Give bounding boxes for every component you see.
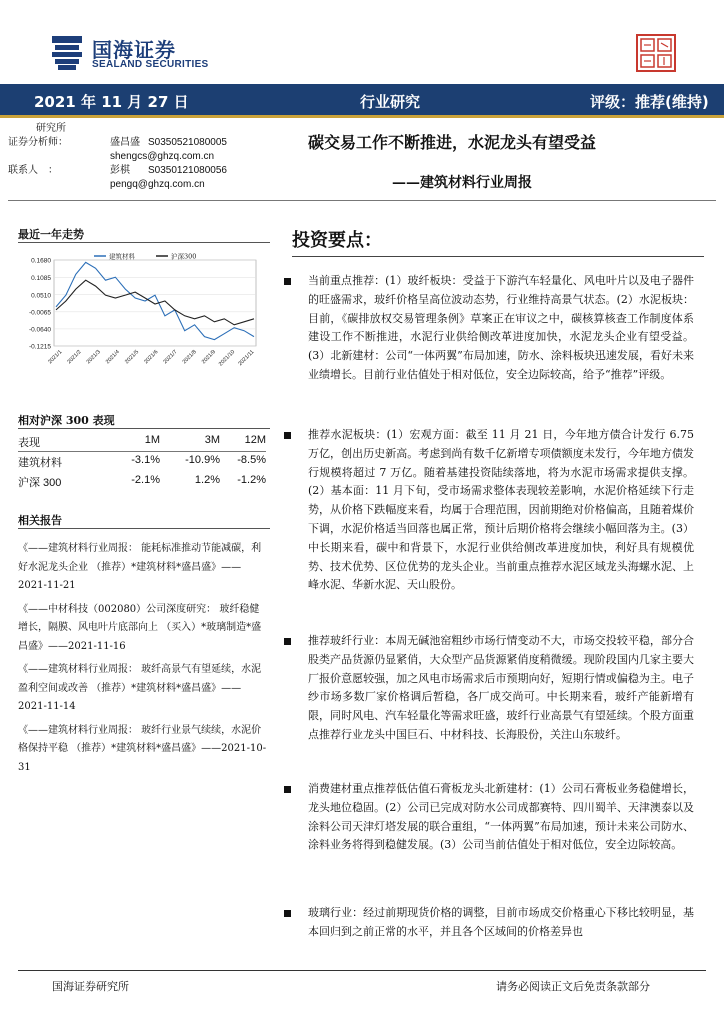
report-type: 行业研究	[360, 93, 421, 111]
table-cell: -2.1%	[131, 474, 160, 486]
chart-x-tick-label: 2021/6	[143, 349, 160, 366]
table-header-cell: 1M	[144, 434, 160, 446]
key-point-text: 推荐玻纤行业：本周无碱池窑粗纱市场行情变动不大，市场交投较平稳，部分合股类产品货源仍显紧俏，大众型产品货源紧俏度稍微缓。现阶段国内几家主要大厂报价意愿较强，加之风电市场需求后市预期向好，短期行情或偏稳为主。电子纱市场多数厂家价格调后暂稳，各厂成交尚可。中长期来看，玻纤产能新增有限，同时风电、汽车轻量化等需求旺盛，玻纤行业高景气有望延续。个股方面重点推荐行业龙头中国巨石、中材科技、长海股份，关注山东玻纤。	[308, 634, 694, 741]
chart-x-tick-label: 2021/10	[217, 349, 237, 368]
chart-x-tick-label: 2021/3	[85, 349, 102, 366]
chart-x-tick-label: 2021/11	[237, 349, 256, 368]
analyst-id: S0350521080005	[148, 137, 227, 148]
chart-x-tick-label: 2021/2	[66, 349, 83, 366]
footer-divider	[18, 970, 706, 971]
report-subtitle: ——建筑材料行业周报	[392, 175, 532, 191]
logo-english-name: SEALAND SECURITIES	[92, 59, 209, 70]
report-title: 碳交易工作不断推进，水泥龙头有望受益	[308, 133, 597, 152]
key-point-text: 当前重点推荐：(1）玻纤板块：受益于下游汽车轻量化、风电叶片以及电子器件的旺盛需求，玻纤价格呈高位波动态势，行业维持高景气状态。(2）水泥板块：目前，《碳排放权交易管理条例》草案正在审议之中，碳核算核查工作制度体系建设工作不断推进，水泥行业供给侧改革进度加快，水泥龙头企业有望受益。(3）北新建材：公司“一体两翼”布局加速，防水、涂料板块迅速发展，看好未来业绩增长。目前行业估值处于相对低位，安全边际较高，给予“推荐”评级。	[308, 274, 694, 381]
bullet-square-icon	[284, 278, 291, 285]
table-cell: 沪深 300	[18, 477, 62, 489]
bullet-square-icon	[284, 786, 291, 793]
chart-y-tick-label: 0.1680	[31, 257, 51, 265]
performance-section-title: 相对沪深 300 表现	[18, 414, 115, 427]
chart-y-tick-label: 0.1085	[31, 275, 51, 283]
table-cell: -3.1%	[131, 454, 160, 466]
performance-section-line	[18, 428, 270, 429]
sealand-logo-icon	[52, 36, 82, 70]
footer-institute: 国海证券研究所	[52, 980, 129, 993]
bullet-square-icon	[284, 910, 291, 917]
table-header-cell: 12M	[244, 434, 266, 446]
chart-y-tick-label: 0.0510	[31, 292, 51, 300]
chart-x-tick-label: 2021/5	[124, 349, 141, 366]
analyst-role: 证券分析师：	[8, 137, 68, 148]
chart-x-tick-label: 2021/9	[200, 349, 218, 366]
header-divider	[8, 200, 716, 201]
key-point-text: 玻璃行业：经过前期现货价格的调整，目前市场成交价格重心下移比较明显，基本回归到之前正常的水平，并且各个区域间的价格差异也	[308, 906, 694, 938]
research-seal-icon	[636, 34, 676, 72]
chart-x-tick-label: 2021/7	[162, 349, 179, 366]
related-report-item[interactable]: 《——建筑材料行业周报： 玻纤高景气有望延续，水泥盈利空间或改善 （推荐）*建筑材料*盛昌盛》——2021-11-14	[18, 664, 262, 712]
report-date: 2021 年 11 月 27 日	[34, 93, 189, 111]
chart-y-tick-label: -0.0065	[28, 309, 51, 317]
contact-id: S0350121080056	[148, 165, 227, 176]
table-header-row	[18, 432, 266, 452]
trend-section-title: 最近一年走势	[18, 228, 84, 241]
key-point-item	[286, 272, 694, 385]
table-row	[18, 472, 266, 492]
analyst-email[interactable]: shengcs@ghzq.com.cn	[110, 151, 215, 162]
table-row	[18, 452, 266, 472]
key-points-title: 投资要点：	[292, 230, 382, 251]
contact-email[interactable]: pengq@ghzq.com.cn	[110, 179, 205, 190]
table-cell: 1.2%	[194, 474, 220, 486]
chart-series-line	[56, 280, 254, 325]
related-report-item[interactable]: 《——中材科技（002080）公司深度研究： 玻纤稳健增长，隔膜、风电叶片底部向上 （买入）*玻璃制造*盛昌盛》——2021-11-16	[18, 603, 262, 652]
table-cell: -10.9%	[185, 454, 220, 466]
key-point-item	[286, 904, 694, 942]
footer-disclaimer: 请务必阅读正文后免责条款部分	[496, 980, 650, 993]
key-point-item	[286, 426, 694, 595]
related-reports-list	[18, 540, 268, 782]
trend-section-line	[18, 242, 270, 243]
table-cell: 建筑材料	[18, 457, 62, 469]
chart-legend-label: 沪深300	[171, 252, 197, 261]
performance-table	[18, 432, 266, 492]
contact-role: 联系人 ：	[8, 165, 58, 176]
related-report-item[interactable]: 《——建筑材料行业周报： 玻纤行业景气续续，水泥价格保持平稳 （推荐）*建筑材料*盛昌盛》——2021-10-31	[18, 724, 267, 773]
key-point-text: 推荐水泥板块：(1）宏观方面：截至 11 月 21 日，今年地方债合计发行 6.75 万亿，创出历史新高。考虑到尚有数千亿新增专项债额度未发行，今年地方债发行规模将超过 7 万亿。随着基建投资陆续落地，将为水泥市场需求提供支撑。(2）基本面：11 月下旬，受市场需求整体表现较差影响，水泥价格延续下行走势，从价格下跌幅度来看，均属于合理范围，因前期绝对价格偏高，且随着煤价下调，水泥价格适当回落也属正常，预计后期价格将会继续小幅回落为主。(3）中长期来看，碳中和背景下，水泥行业供给侧改革进度加快，利好具有规模优势、技术优势、区位优势的龙头企业。当前重点推荐水泥区域龙头海螺水泥、上峰水泥、华新水泥、天山股份。	[308, 428, 694, 592]
key-point-item	[286, 780, 694, 855]
chart-x-tick-label: 2021/8	[181, 349, 198, 366]
key-point-text: 消费建材重点推荐低估值石膏板龙头北新建材：(1）公司石膏板业务稳健增长，龙头地位稳固。(2）公司已完成对防水公司成都赛特、四川蜀羊、天津澳泰以及涂料公司天津灯塔发展的联合重组，“一体两翼”布局加速，预计未来公司防水、涂料业务将得到稳健发展。(3）公司当前估值处于相对低位，安全边际较高。	[308, 782, 694, 852]
company-logo	[52, 34, 232, 74]
bullet-square-icon	[284, 638, 291, 645]
table-cell: -8.5%	[237, 454, 266, 466]
report-rating: 评级：推荐(维持)	[590, 93, 709, 111]
chart-y-tick-label: -0.0640	[28, 326, 51, 334]
analyst-name: 盛昌盛	[110, 137, 140, 148]
contact-name: 彭棋	[110, 165, 130, 176]
chart-x-tick-label: 2021/4	[104, 349, 122, 366]
header-banner	[0, 84, 724, 118]
related-section-line	[18, 528, 270, 529]
table-cell: -1.2%	[237, 474, 266, 486]
chart-legend-label: 建筑材料	[109, 252, 135, 261]
chart-x-tick-label: 2021/1	[47, 349, 64, 366]
trend-chart	[14, 248, 264, 373]
dept-label: 研究所	[36, 123, 66, 134]
logo-chinese-name: 国海证券	[92, 38, 176, 62]
chart-series-line	[56, 262, 254, 339]
related-report-item[interactable]: 《——建筑材料行业周报： 能耗标准推动节能减碳，利好水泥龙头企业 （推荐）*建筑材料*盛昌盛》——2021-11-21	[18, 543, 262, 591]
key-points-line	[292, 256, 704, 257]
table-header-cell: 表现	[18, 437, 40, 449]
chart-y-tick-label: -0.1215	[28, 343, 51, 351]
key-point-item	[286, 632, 694, 745]
table-header-cell: 3M	[204, 434, 220, 446]
bullet-square-icon	[284, 432, 291, 439]
related-section-title: 相关报告	[18, 514, 62, 527]
